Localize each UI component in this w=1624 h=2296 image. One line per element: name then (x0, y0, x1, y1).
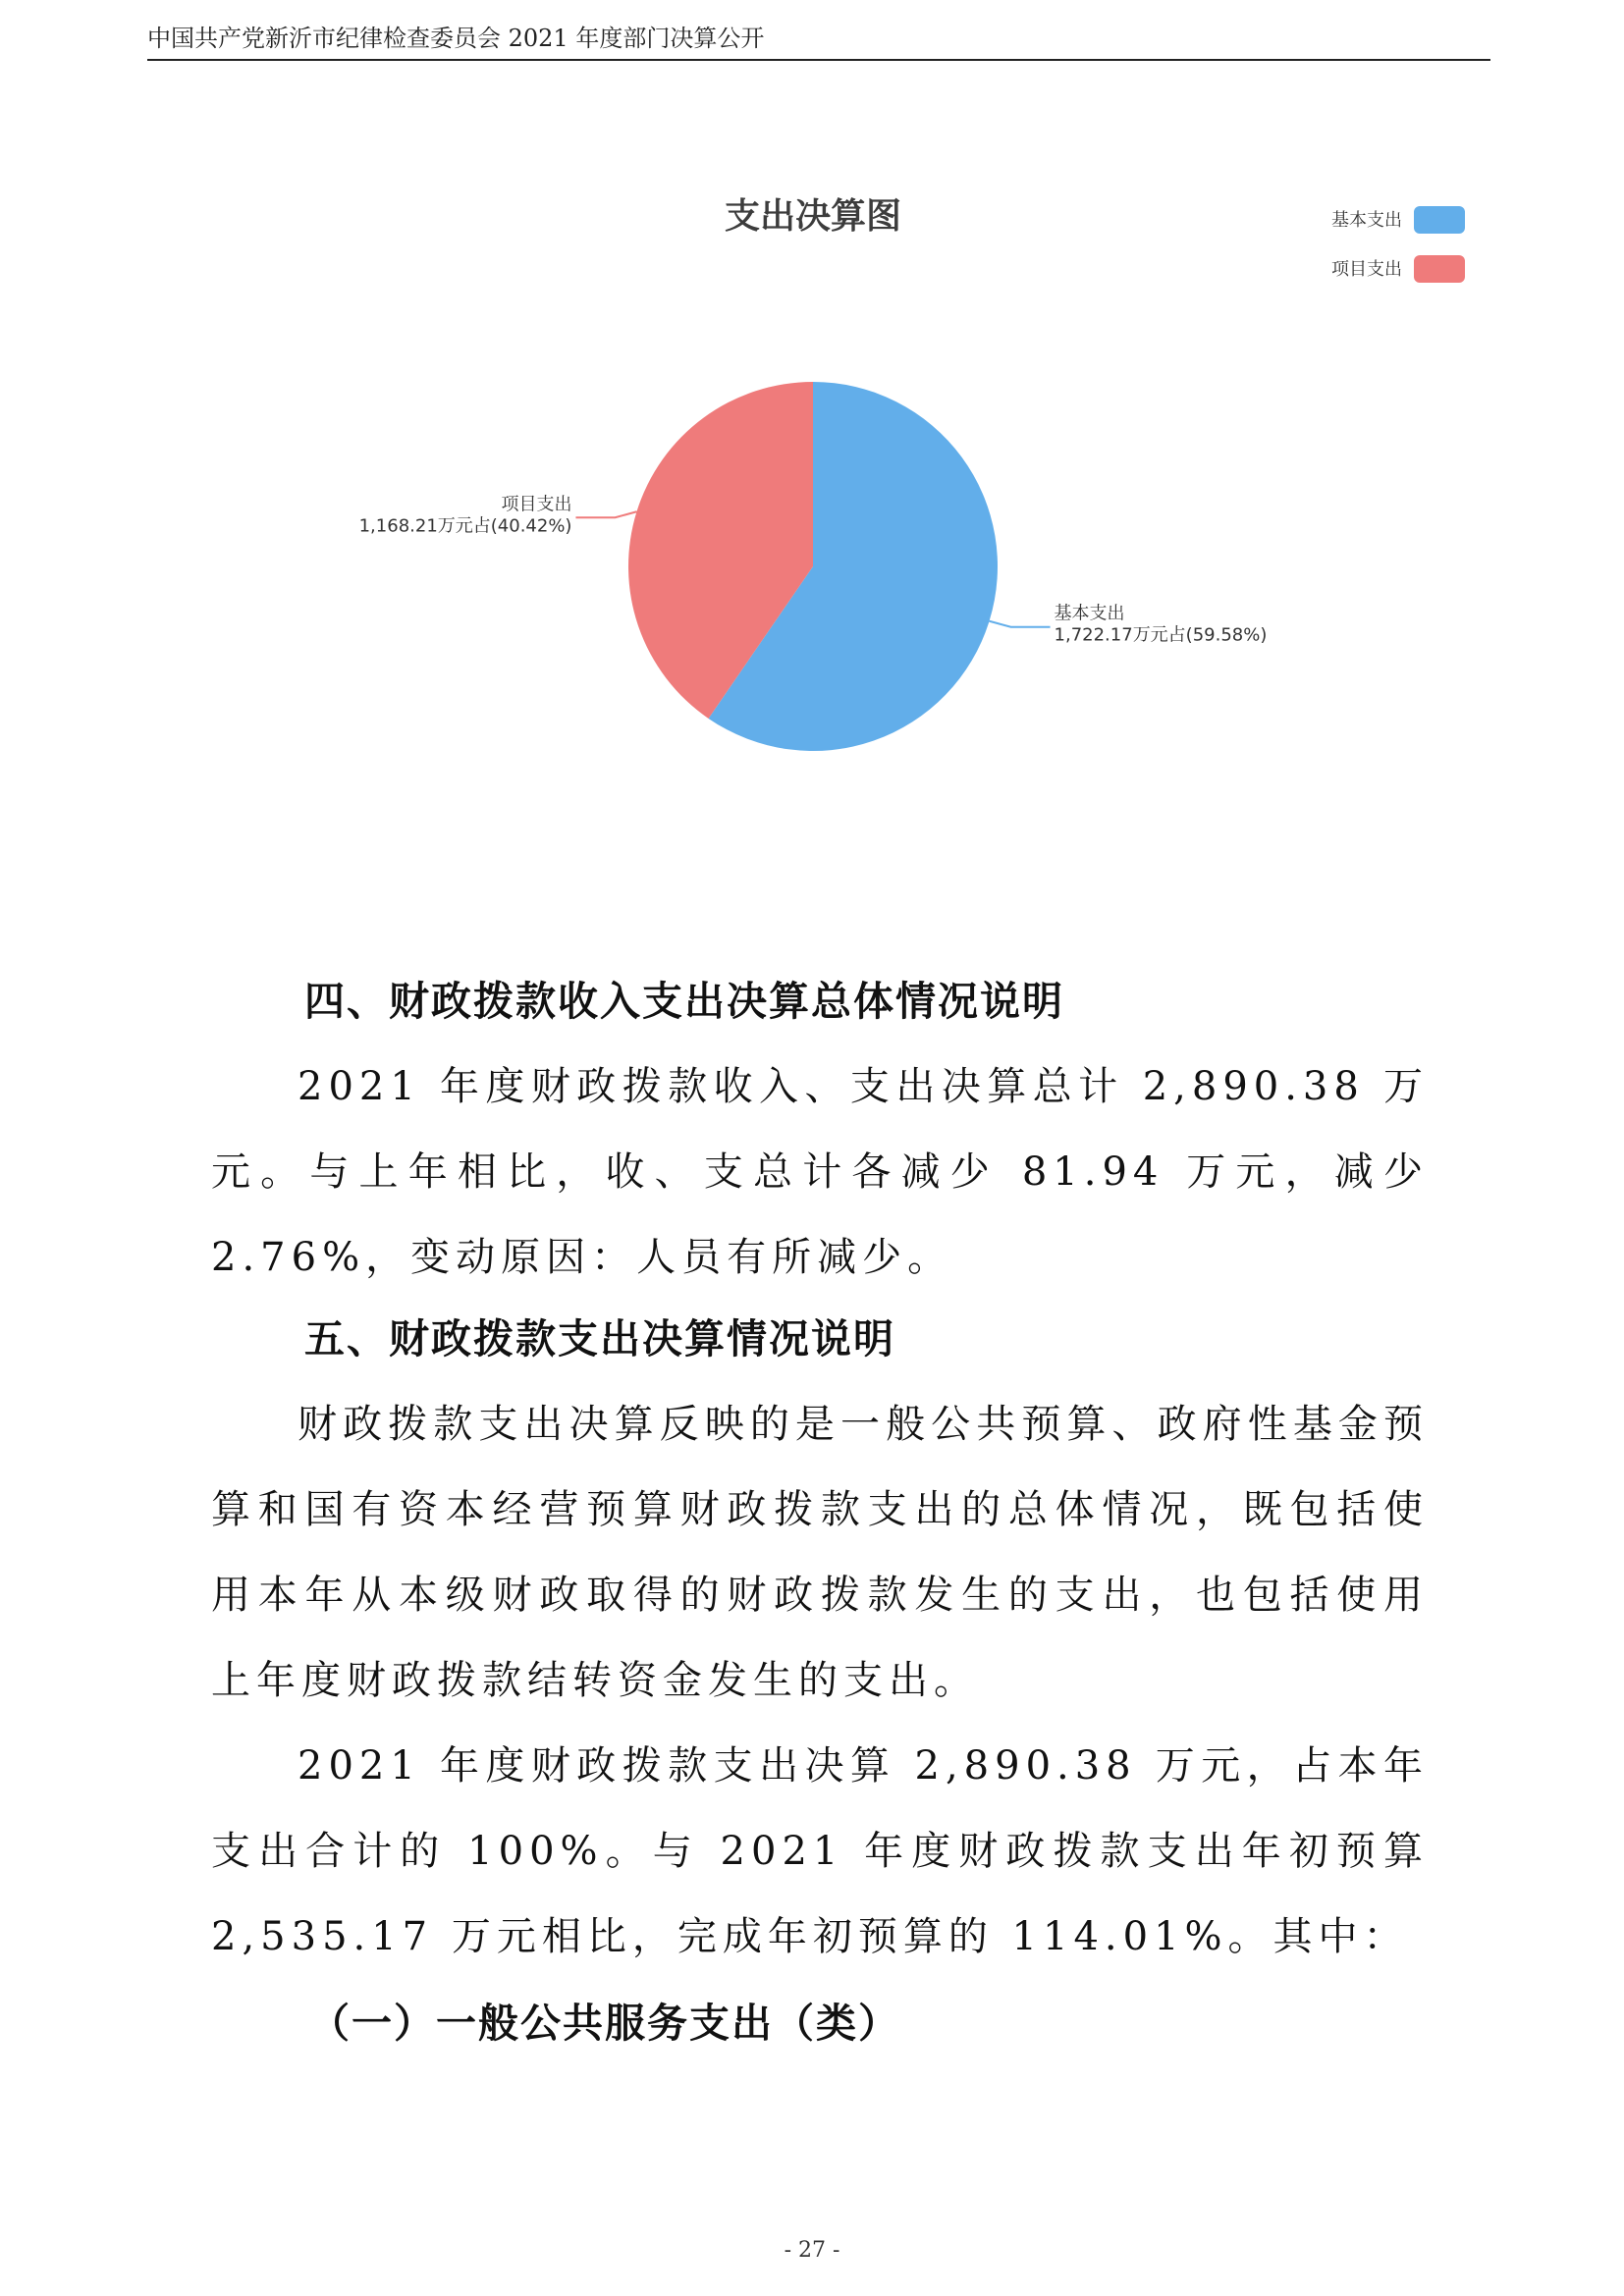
chart-title: 支出决算图 (724, 196, 902, 237)
page-number: - 27 - (784, 2238, 840, 2263)
section-4-paragraph: 2021 年度财政拨款收入、支出决算总计 2,890.38 万元。与上年相比，收、支总计各减少 81.94 万元，减少 2.76%，变动原因：人员有所减少。 (211, 1064, 1429, 1280)
pie-leader-line (990, 621, 1051, 627)
pie-label-name: 项目支出 (501, 494, 572, 515)
legend-label: 基本支出 (1331, 210, 1402, 231)
subsection-1-heading: （一）一般公共服务支出（类） (309, 2000, 900, 2047)
legend-swatch (1414, 206, 1465, 234)
expenditure-pie-chart (295, 177, 1512, 805)
section-5-paragraph-2: 2021 年度财政拨款支出决算 2,890.38 万元，占本年支出合计的 100%。与 2021 年度财政拨款支出年初预算 2,535.17 万元相比，完成年初预算的 114.01%。其中： (211, 1743, 1429, 1959)
section-4-heading: 四、财政拨款收入支出决算总体情况说明 (304, 978, 1064, 1025)
section-4 (211, 972, 1429, 1301)
header-title: 中国共产党新沂市纪律检查委员会 2021 年度部门决算公开 (147, 25, 765, 52)
page-header (147, 22, 1490, 61)
chart-legend (1331, 206, 1465, 283)
pie-slices (628, 382, 998, 751)
pie-label-name: 基本支出 (1054, 603, 1125, 624)
section-5-paragraph-1: 财政拨款支出决算反映的是一般公共预算、政府性基金预算和国有资本经营预算财政拨款支出的总体情况，既包括使用本年从本级财政取得的财政拨款发生的支出，也包括使用上年度财政拨款结转资金发生的支出。 (211, 1402, 1429, 1703)
legend-swatch (1414, 255, 1465, 283)
pie-chart-svg (295, 177, 1512, 805)
section-5-heading: 五、财政拨款支出决算情况说明 (304, 1315, 895, 1362)
pie-label-value: 1,722.17万元占(59.58%) (1054, 624, 1268, 646)
legend-label: 项目支出 (1331, 259, 1402, 280)
pie-leader-line (575, 511, 636, 517)
section-5 (211, 1309, 1429, 2053)
pie-label-value: 1,168.21万元占(40.42%) (358, 515, 572, 537)
